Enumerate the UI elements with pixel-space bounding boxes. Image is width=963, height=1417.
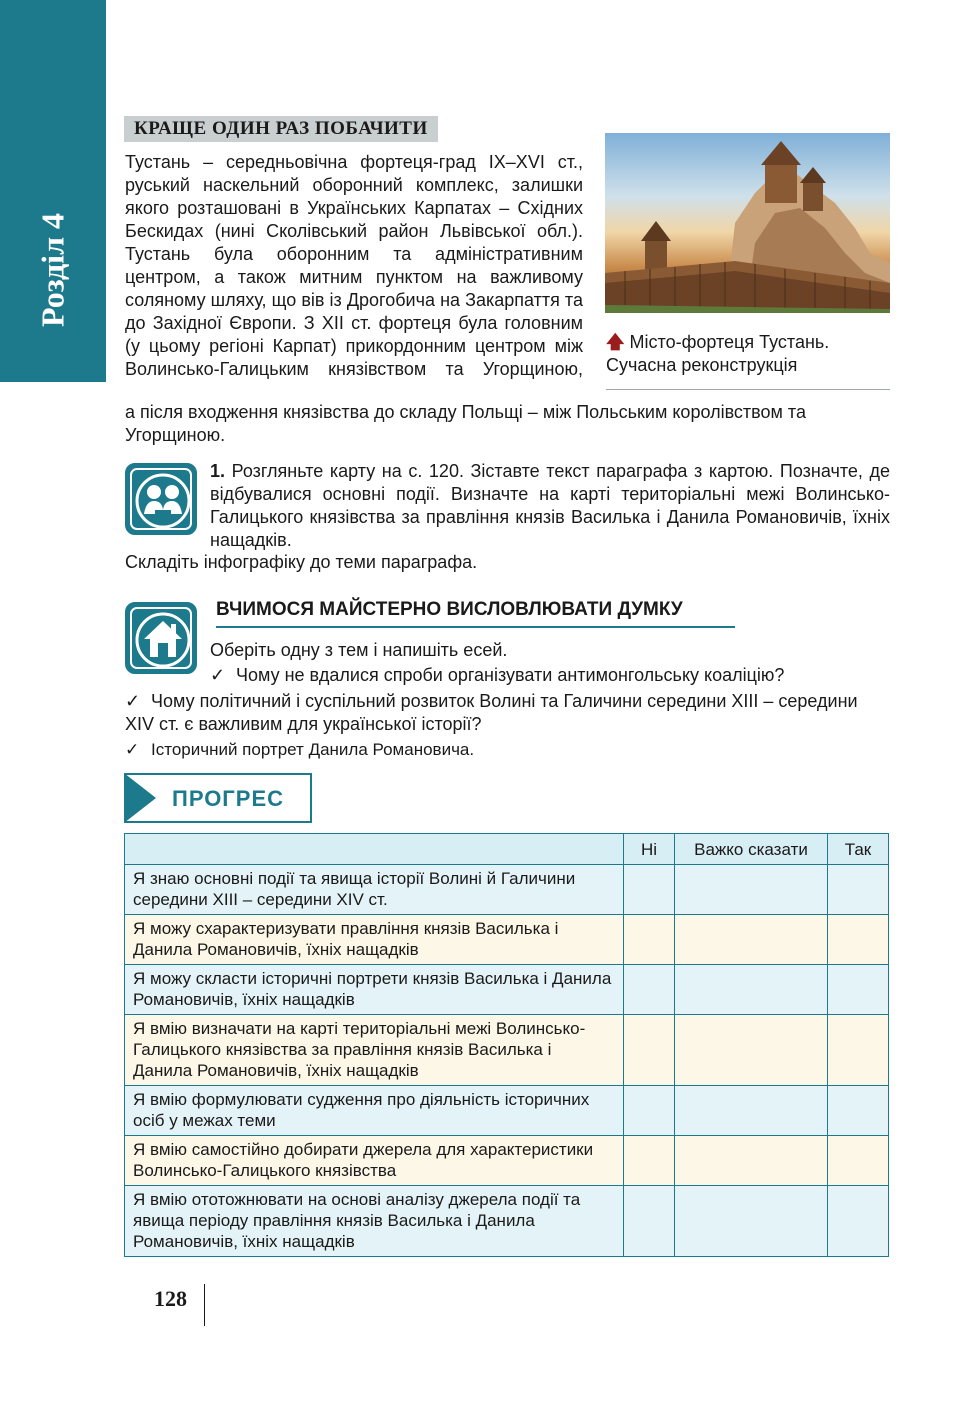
statement-cell: Я можу скласти історичні портрети князів Василька і Данила Романовичів, їхніх нащадків	[125, 965, 624, 1015]
progress-label: ПРОГРЕС	[172, 786, 285, 811]
statement-cell: Я вмію самостійно добирати джерела для характеристики Волинсько-Галицького князівства	[125, 1136, 624, 1186]
essay-topic-2-text: Чому політичний і суспільний розвиток Волині та Галичини середини XIII – середини XIV ст. є важливим для української історії?	[125, 691, 858, 734]
statement-cell: Я можу схарактеризувати правління князів Василька і Данила Романовичів, їхніх нащадків	[125, 915, 624, 965]
arrow-right-icon	[124, 773, 156, 823]
answer-no-cell[interactable]	[624, 1015, 675, 1086]
caption-line-2: Сучасна реконструкція	[606, 355, 798, 375]
answer-yes-cell[interactable]	[828, 1086, 889, 1136]
essay-topic-2	[125, 690, 890, 736]
answer-yes-cell[interactable]	[828, 865, 889, 915]
answer-no-cell[interactable]	[624, 1186, 675, 1257]
check-icon: ✓	[125, 740, 140, 759]
answer-yes-cell[interactable]	[828, 1186, 889, 1257]
answer-hard-cell[interactable]	[675, 1186, 828, 1257]
answer-hard-cell[interactable]	[675, 1136, 828, 1186]
house-icon	[132, 609, 194, 671]
fortress-photo	[605, 133, 890, 313]
answer-hard-cell[interactable]	[675, 965, 828, 1015]
progress-badge	[124, 773, 312, 823]
check-icon: ✓	[125, 691, 141, 711]
statement-cell: Я вмію ототожнювати на основі аналізу джерела події та явища періоду правління князів Василька і Данила Романовичів, їхніх нащадків	[125, 1186, 624, 1257]
essay-topic-1	[210, 664, 784, 687]
table-row	[125, 865, 889, 915]
intro-paragraph: Тустань – середньовічна фортеця-град IX–XVI ст., руський наскельний оборонний комплекс, залишки якого розташовані в Українських Карпатах – Східних Бескидах (нині Сколівський район Львівської обл.). Тустань була оборонним та адміністративним центром, а також митним пунктом на важливому соляному шляху, що вів із Дрогобича на Закарпаття та до Західної Європи. З XII ст. фортеця була головним (у цьому регіоні Карпат) прикордонним центром між Волинсько-Галицьким князівством та Угорщиною,	[125, 152, 583, 379]
task-body: Розгляньте карту на с. 120. Зіставте текст параграфа з картою. Позначте, де відбувалися основні події. Визначте на карті територіальні межі Волинсько-Галицького князівства за правління князів Василька і Данила Романовичів, їхніх нащадків.	[210, 461, 890, 550]
fortress-illustration	[605, 133, 890, 313]
caption-divider	[606, 389, 890, 390]
check-icon: ✓	[210, 665, 226, 685]
group-work-icon	[125, 463, 197, 535]
answer-hard-cell[interactable]	[675, 865, 828, 915]
answer-yes-cell[interactable]	[828, 915, 889, 965]
column-header-hard-to-say: Важко сказати	[675, 834, 828, 865]
caption-line-1: Місто-фортеця Тустань.	[629, 332, 830, 352]
page-number: 128	[154, 1286, 187, 1311]
table-row	[125, 1186, 889, 1257]
column-header-yes: Так	[828, 834, 889, 865]
essay-topic-1-text: Чому не вдалися спроби організувати антимонгольську коаліцію?	[236, 665, 785, 685]
answer-yes-cell[interactable]	[828, 1136, 889, 1186]
column-header	[125, 834, 624, 865]
answer-no-cell[interactable]	[624, 1086, 675, 1136]
table-row	[125, 1136, 889, 1186]
page-number-divider	[204, 1284, 205, 1326]
table-row	[125, 1086, 889, 1136]
answer-no-cell[interactable]	[624, 1136, 675, 1186]
answer-hard-cell[interactable]	[675, 1086, 828, 1136]
arrow-up-icon: 🡅	[606, 332, 625, 352]
task-continuation: Складіть інфографіку до теми параграфа.	[125, 552, 478, 572]
statement-cell: Я знаю основні події та явища історії Волині й Галичини середини XIII – середини XIV ст.	[125, 865, 624, 915]
table-row	[125, 965, 889, 1015]
home-icon	[125, 602, 197, 674]
speak-heading: ВЧИМОСЯ МАЙСТЕРНО ВИСЛОВЛЮВАТИ ДУМКУ	[216, 598, 735, 628]
answer-no-cell[interactable]	[624, 865, 675, 915]
intro-continuation: а після входження князівства до складу Польщі – між Польським королівством та Угорщиною.	[125, 402, 806, 445]
task-number: 1.	[210, 461, 226, 481]
table-row	[125, 915, 889, 965]
table-row	[125, 1015, 889, 1086]
statement-cell: Я вмію формулювати судження про діяльність історичних осіб у межах теми	[125, 1086, 624, 1136]
chapter-label: Розділ 4	[34, 212, 71, 328]
essay-topic-3	[125, 738, 474, 761]
answer-no-cell[interactable]	[624, 915, 675, 965]
statement-cell: Я вмію визначати на карті територіальні межі Волинсько-Галицького князівства за правління князів Василька і Данила Романовичів, їхніх нащадків	[125, 1015, 624, 1086]
task-text	[210, 460, 890, 552]
photo-caption	[606, 331, 890, 377]
speak-intro: Оберіть одну з тем і напишіть есей.	[210, 640, 508, 660]
section-heading: КРАЩЕ ОДИН РАЗ ПОБАЧИТИ	[124, 116, 438, 142]
two-people-icon	[132, 470, 194, 532]
chapter-side-tab	[0, 0, 106, 382]
answer-hard-cell[interactable]	[675, 915, 828, 965]
progress-table	[124, 833, 889, 1257]
table-header-row	[125, 834, 889, 865]
essay-topic-3-text: Історичний портрет Данила Романовича.	[151, 740, 475, 759]
answer-yes-cell[interactable]	[828, 965, 889, 1015]
answer-no-cell[interactable]	[624, 965, 675, 1015]
column-header-no: Ні	[624, 834, 675, 865]
answer-yes-cell[interactable]	[828, 1015, 889, 1086]
answer-hard-cell[interactable]	[675, 1015, 828, 1086]
